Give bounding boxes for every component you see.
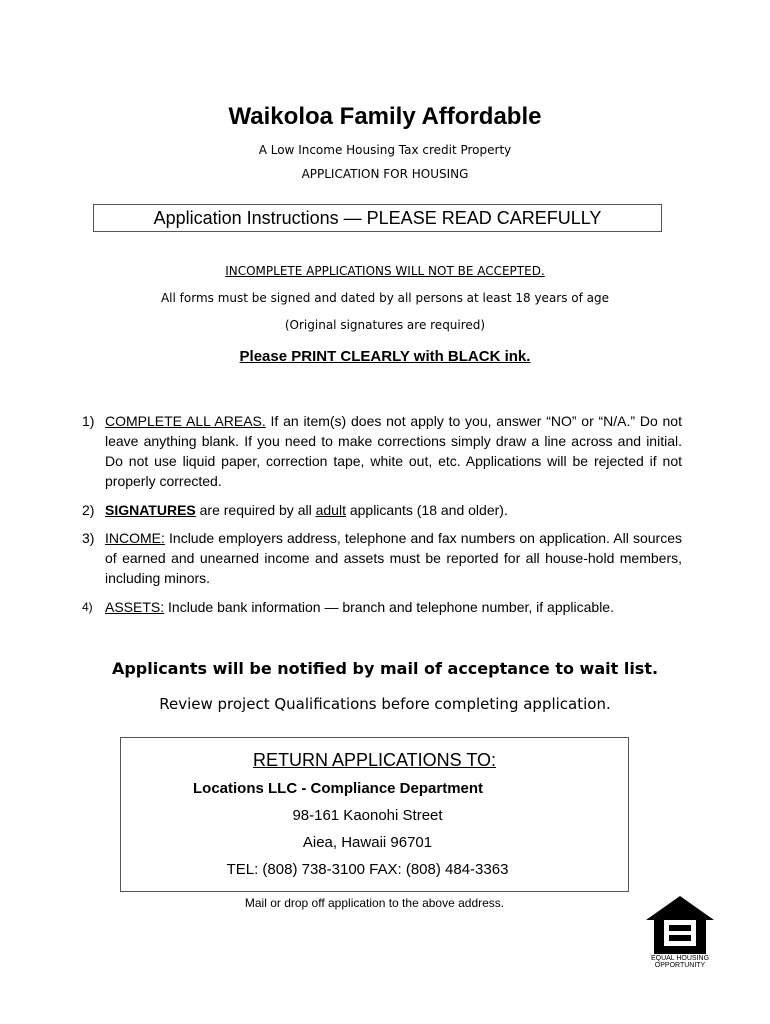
- item-number: 2): [82, 502, 95, 518]
- item-heading: INCOME:: [105, 530, 165, 546]
- return-street: 98-161 Kaonohi Street: [292, 807, 443, 824]
- instruction-item-income: [82, 528, 682, 588]
- equal-housing-logo-text: [644, 955, 716, 969]
- return-phone-fax: TEL: (808) 738-3100 FAX: (808) 484-3363: [226, 861, 509, 878]
- signature-age-notice: All forms must be signed and dated by all persons at least 18 years of age: [160, 291, 610, 305]
- item-number: 1): [82, 413, 95, 429]
- original-signatures-notice: (Original signatures are required): [284, 318, 486, 332]
- return-city: Aiea, Hawaii 96701: [302, 834, 433, 851]
- return-heading: RETURN APPLICATIONS TO:: [252, 750, 497, 770]
- item-number: 3): [82, 530, 95, 546]
- logo-line-1: EQUAL HOUSING: [650, 955, 710, 962]
- instructions-heading-box: Application Instructions — PLEASE READ CAREFULLY: [93, 204, 662, 232]
- item-number: 4): [82, 600, 93, 614]
- item-text: Include bank information — branch and telephone number, if applicable.: [164, 599, 614, 615]
- item-text: are required by all: [195, 502, 316, 518]
- property-subtitle: A Low Income Housing Tax credit Property: [258, 143, 512, 157]
- item-text: If an item(s) does not apply to you, answer “NO” or “N/A.” Do not leave anything blank. If you need to make corrections simply draw a line across and initial. Do not use liquid paper, correction tape, white out, etc. Applications will be rejected if not properly corrected.: [105, 413, 682, 489]
- application-subtitle: APPLICATION FOR HOUSING: [301, 167, 469, 181]
- item-heading: ASSETS:: [105, 599, 165, 615]
- instruction-item-signatures: [82, 500, 682, 520]
- instruction-item-complete-areas: [82, 411, 682, 491]
- return-company: Locations LLC - Compliance Department: [193, 780, 484, 797]
- equal-housing-house-icon: [644, 894, 716, 956]
- document-title: Waikoloa Family Affordable: [228, 103, 542, 130]
- item-heading: SIGNATURES: [105, 502, 196, 518]
- review-qualifications-notice: Review project Qualifications before completing application.: [159, 695, 611, 713]
- wait-list-notice: Applicants will be notified by mail of acceptance to wait list.: [111, 659, 659, 678]
- item-text: applicants (18 and older).: [345, 502, 508, 518]
- item-text: Include employers address, telephone and fax numbers on application. All sources of earned and unearned income and assets must be reported for all house-hold members, including minors.: [105, 530, 682, 586]
- print-clearly-notice: Please PRINT CLEARLY with BLACK ink.: [239, 348, 531, 365]
- mail-note: Mail or drop off application to the above address.: [244, 896, 505, 910]
- item-emphasis: adult: [315, 502, 346, 518]
- item-heading: COMPLETE ALL AREAS.: [105, 413, 266, 429]
- incomplete-notice: INCOMPLETE APPLICATIONS WILL NOT BE ACCEPTED.: [225, 264, 545, 278]
- logo-line-2: OPPORTUNITY: [654, 962, 706, 969]
- instruction-item-assets: [82, 597, 682, 617]
